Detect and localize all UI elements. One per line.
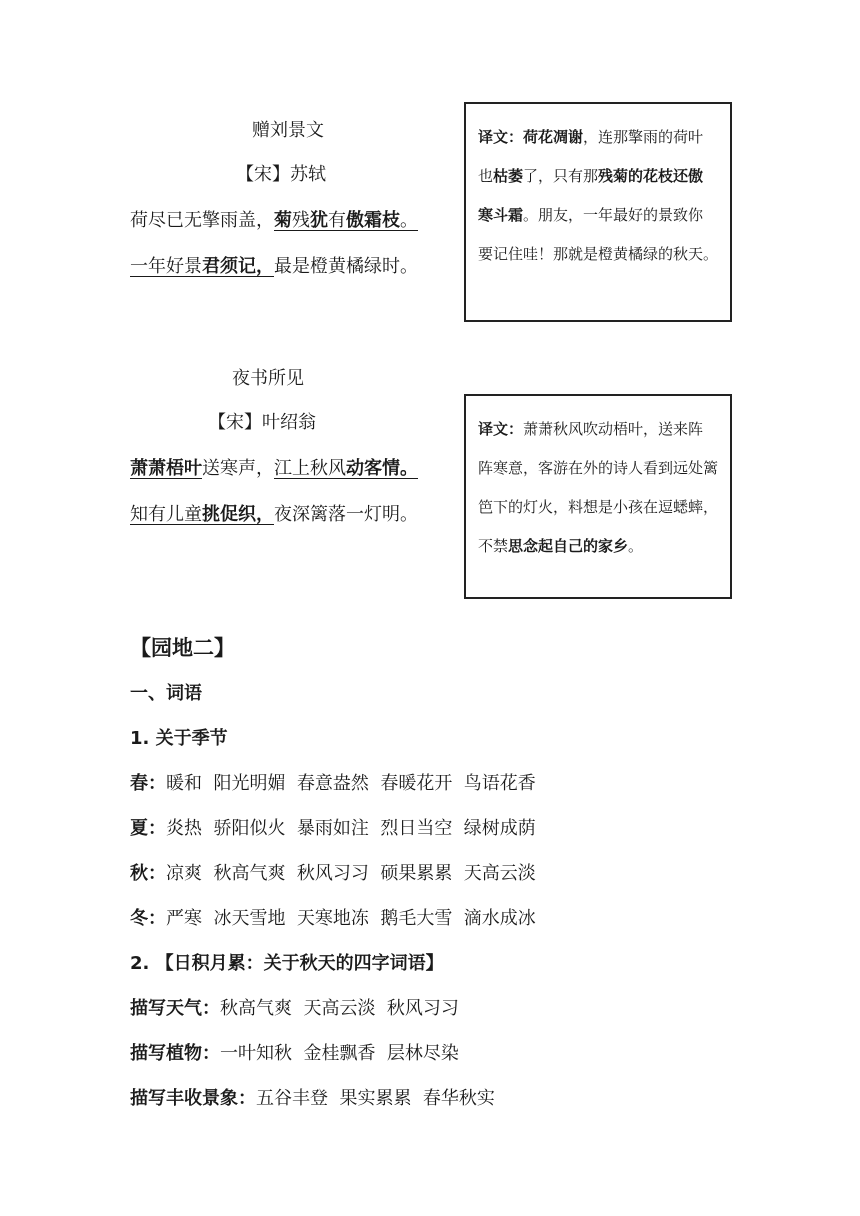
poem2-translation-box [464,394,732,599]
text-segment: 君须记， [202,256,274,277]
text-segment: 傲霜枝 [346,210,400,231]
seasons-heading: 1. 关于季节 [130,728,228,749]
idiom-row-harvest [130,1084,495,1110]
idiom-label: 描写植物： [130,1043,220,1064]
text-segment: 萧萧梧叶 [130,458,202,479]
idiom-words: 五谷丰登 果实累累 春华秋实 [256,1088,495,1109]
text-segment: 了，只有那 [523,167,599,185]
idiom-label: 描写天气： [130,998,220,1019]
text-segment: 枯萎 [493,167,524,185]
text-segment: 知有儿童 [130,504,202,525]
text-segment: 。朋友，一年最好的景致你要记住哇！那就是橙黄橘绿的秋天。 [478,206,719,263]
season-row-autumn [130,859,536,885]
season-row-summer [130,814,536,840]
text-segment: 萧萧秋风吹动梧叶，送来阵阵寒意，客游在外的诗人看到远处篱笆下的灯火，料想是小孩在逗蟋蟀，不禁 [478,420,719,555]
idiom-words: 秋高气爽 天高云淡 秋风习习 [220,998,459,1019]
text-segment: 动客情。 [346,458,418,479]
garden-title: 【园地二】 [130,636,235,660]
season-words: 凉爽 秋高气爽 秋风习习 硕果累累 天高云淡 [166,863,536,884]
poem2-translation-text [478,410,718,566]
poem1-translation-box [464,102,732,322]
text-segment: 残菊的花枝还傲寒斗霜 [478,167,704,224]
autumn-idioms-heading: 2. 【日积月累：关于秋天的四字词语】 [130,953,444,974]
text-segment: 思念起自己的家乡 [508,537,629,555]
poem1-line1 [130,206,418,232]
poem1-title: 赠刘景文 [252,120,324,141]
text-segment: 译文： [478,128,524,146]
poem2-line2 [130,500,418,526]
poem2-title: 夜书所见 [232,368,304,389]
season-row-winter [130,904,536,930]
idiom-words: 一叶知秋 金桂飘香 层林尽染 [220,1043,459,1064]
text-segment: 江上秋风 [274,458,346,479]
season-label: 秋： [130,863,166,884]
section-words-heading: 一、词语 [130,683,202,704]
text-segment: 残 [292,210,310,231]
text-segment: 。 [400,210,418,231]
text-segment: 。 [628,537,644,555]
text-segment: 犹 [310,210,328,231]
idiom-row-weather [130,994,459,1020]
text-segment: 挑促织， [202,504,274,525]
text-segment: 荷尽已无擎雨盖， [130,210,274,231]
poem1-line2 [130,252,418,278]
idiom-label: 描写丰收景象： [130,1088,256,1109]
text-segment: 菊 [274,210,292,231]
season-words: 炎热 骄阳似火 暴雨如注 烈日当空 绿树成荫 [166,818,536,839]
text-segment: ，连那擎雨的荷叶也 [478,128,704,185]
text-segment: 译文： [478,420,524,438]
season-label: 春： [130,773,166,794]
season-label: 冬： [130,908,166,929]
poem2-author: 【宋】叶绍翁 [208,412,316,433]
poem1-author: 【宋】苏轼 [236,164,326,185]
text-segment: 一年好景 [130,256,202,277]
text-segment: 送寒声， [202,458,274,479]
text-segment: 夜深篱落一灯明。 [274,504,418,525]
season-words: 严寒 冰天雪地 天寒地冻 鹅毛大雪 滴水成冰 [166,908,536,929]
poem2-line1 [130,454,418,480]
season-label: 夏： [130,818,166,839]
text-segment: 荷花凋谢 [523,128,584,146]
text-segment: 有 [328,210,346,231]
season-row-spring [130,769,536,795]
poem1-translation-text [478,118,718,274]
idiom-row-plants [130,1039,459,1065]
text-segment: 最是橙黄橘绿时。 [274,256,418,277]
season-words: 暖和 阳光明媚 春意盎然 春暖花开 鸟语花香 [166,773,536,794]
